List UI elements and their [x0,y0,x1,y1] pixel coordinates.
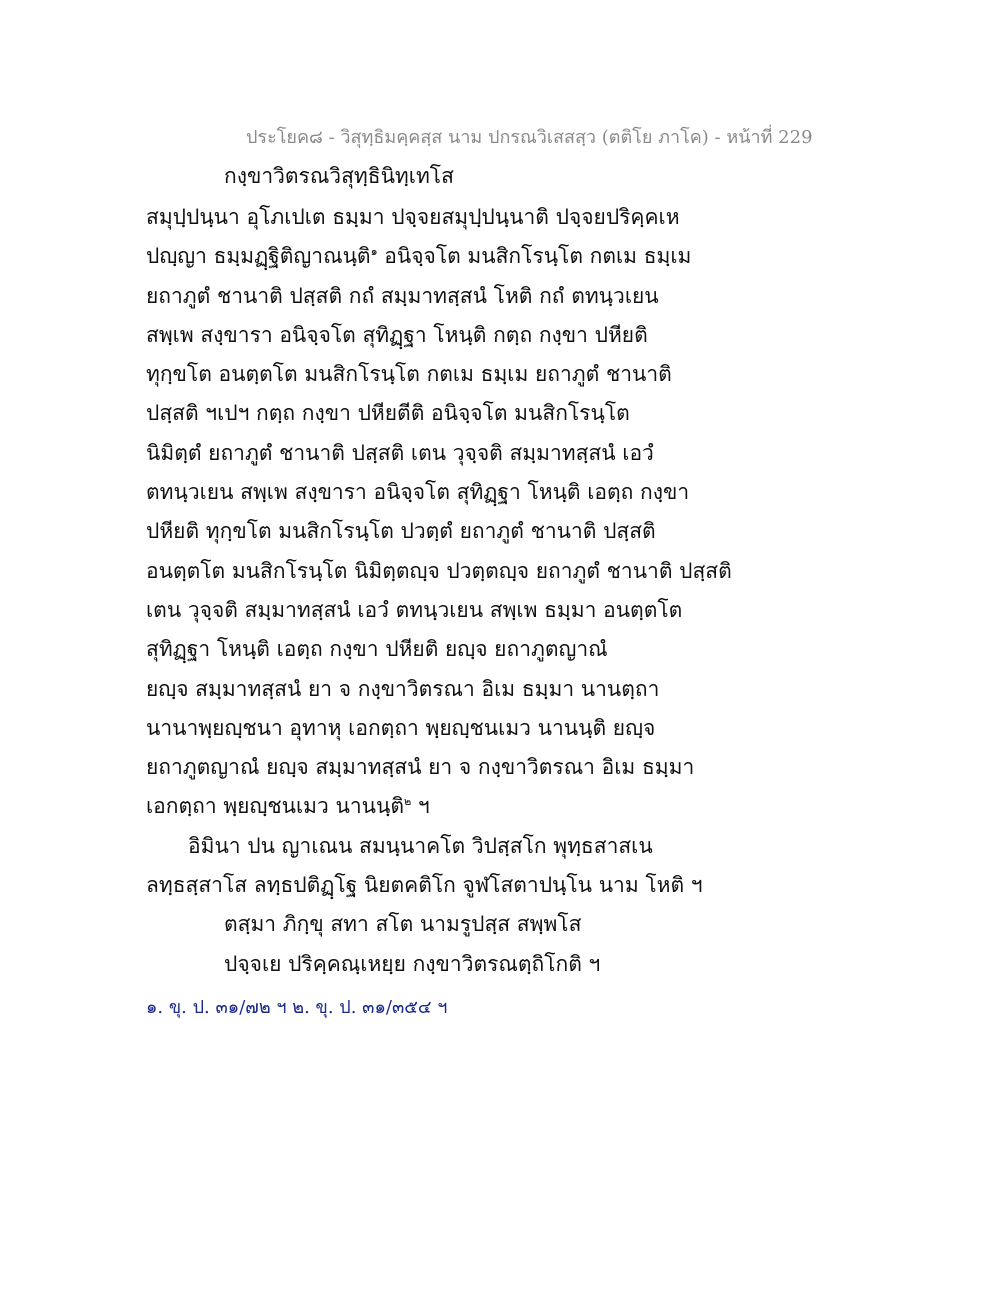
text-line-4: สพฺเพ สงฺขารา อนิจฺจโต สุทิฏฺฐา โหนฺติ กตฺถ กงฺขา ปหียติ [146,322,648,347]
text-line-18: ลทฺธสฺสาโส ลทฺธปติฏฺโฐ นิยตคติโก จูฬโสตาปนฺโน นาม โหติ ฯ [146,873,703,898]
verse-line-2: ปจฺจเย ปริคฺคณฺเหยฺย กงฺขาวิตรณตฺถิโกติ ฯ [224,951,601,976]
text-line-16 [146,787,966,826]
text-line-2-a: ปญฺญา ธมฺมฏฺฐิติญาณนฺติ [146,244,371,269]
text-line-5: ทุกฺขโต อนตฺตโต มนสิกโรนฺโต กตเม ธมฺเม ยถาภูตํ ชานาติ [146,362,672,387]
text-line-7: นิมิตฺตํ ยถาภูตํ ชานาติ ปสฺสติ เตน วุจฺจติ สมฺมาทสฺสนํ เอวํ [146,440,654,465]
text-line-11: เตน วุจฺจติ สมฺมาทสฺสนํ เอวํ ตทนฺวเยน สพฺเพ ธมฺมา อนตฺตโต [146,597,683,622]
text-line-16-b: ฯ [411,794,430,819]
text-line-2 [146,237,966,276]
text-line-9: ปหียติ ทุกฺขโต มนสิกโรนฺโต ปวตฺตํ ยถาภูตํ ชานาติ ปสฺสติ [146,519,656,544]
text-line-16-a: เอกตฺถา พฺยญฺชนเมว นานนฺติ [146,794,404,819]
text-line-8: ตทนฺวเยน สพฺเพ สงฺขารา อนิจฺจโต สุทิฏฺฐา โหนฺติ เอตฺถ กงฺขา [146,480,690,505]
footnote-ref-2: ๒ [403,795,412,809]
text-line-14: นานาพฺยญฺชนา อุทาหุ เอกตฺถา พฺยญฺชนเมว นานนฺติ ยญฺจ [146,715,656,740]
text-line-3: ยถาภูตํ ชานาติ ปสฺสติ กถํ สมฺมาทสฺสนํ โหติ กถํ ตทนฺวเยน [146,283,659,308]
text-line-12: สุทิฏฺฐา โหนฺติ เอตฺถ กงฺขา ปหียติ ยญฺจ ยถาภูตญาณํ [146,637,608,662]
footnote: ๑. ขุ. ป. ๓๑/๗๒ ฯ ๒. ขุ. ป. ๓๑/๓๕๔ ฯ [146,997,448,1018]
section-title: กงฺขาวิตรณวิสุทฺธินิทฺเทโส [224,164,454,188]
text-line-17: อิมินา ปน ญาเณน สมนฺนาคโต วิปสฺสโก พุทฺธสาสเน [188,833,653,858]
page-header: ประโยค๘ - วิสุทฺธิมคฺคสฺส นาม ปกรณวิเสสสฺว (ตติโย ภาโค) - หน้าที่ 229 [246,127,813,148]
body-text [146,198,966,984]
text-line-10: อนตฺตโต มนสิกโรนฺโต นิมิตฺตญฺจ ปวตฺตญฺจ ยถาภูตํ ชานาติ ปสฺสติ [146,558,732,583]
text-line-6: ปสฺสติ ฯเปฯ กตฺถ กงฺขา ปหียตีติ อนิจฺจโต มนสิกโรนฺโต [146,401,630,426]
text-line-2-b: อนิจฺจโต มนสิกโรนฺโต กตเม ธมฺเม [377,244,692,269]
footnote-ref-1: ๑ [370,245,378,259]
verse-line-1: ตสฺมา ภิกฺขุ สทา สโต นามรูปสฺส สพฺพโส [224,912,582,937]
text-line-1: สมุปฺปนฺนา อุโภเปเต ธมฺมา ปจฺจยสมุปฺปนฺนาติ ปจฺจยปริคฺคเห [146,205,680,229]
text-line-13: ยญฺจ สมฺมาทสฺสนํ ยา จ กงฺขาวิตรณา อิเม ธมฺมา นานตฺถา [146,676,660,701]
text-line-15: ยถาภูตญาณํ ยญฺจ สมฺมาทสฺสนํ ยา จ กงฺขาวิตรณา อิเม ธมฺมา [146,755,695,780]
